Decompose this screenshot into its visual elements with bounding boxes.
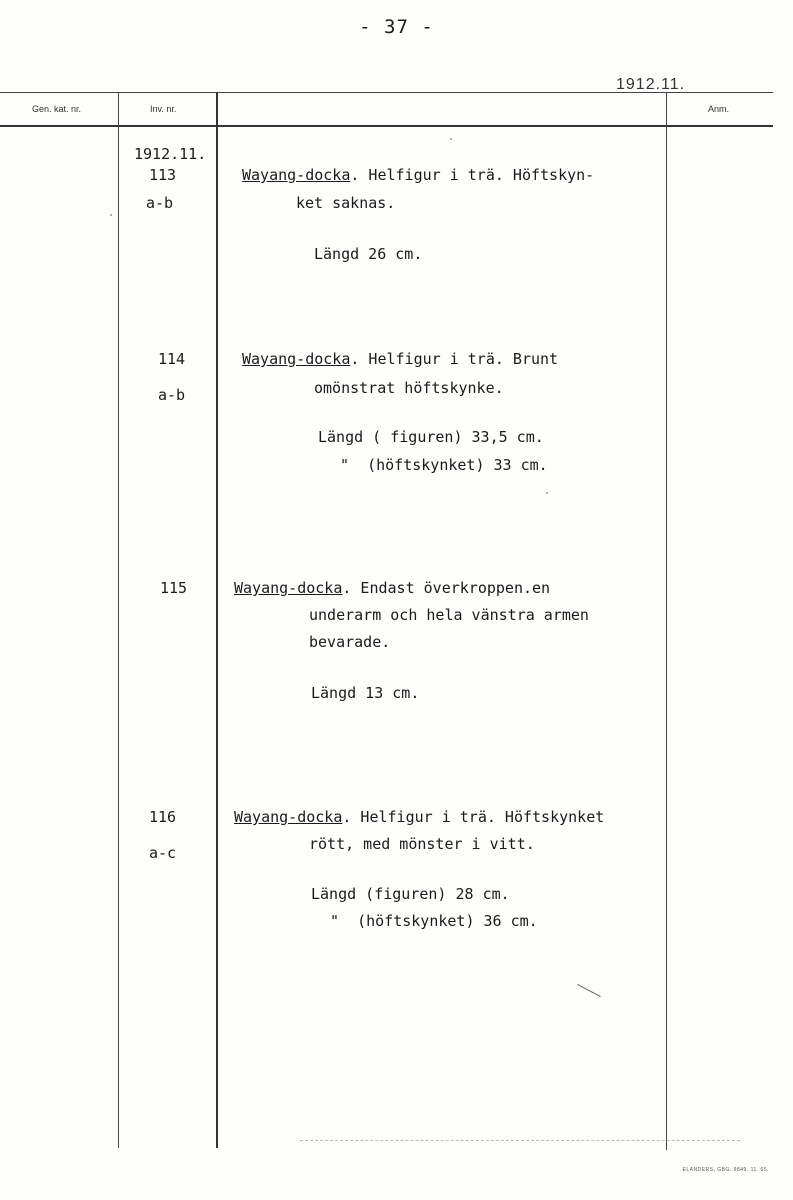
inv-subpart: a-b — [158, 386, 186, 404]
entry-length: Längd ( figuren) 33,5 cm. — [318, 428, 544, 446]
column-divider-3 — [666, 92, 667, 1150]
column-divider-1 — [118, 92, 119, 1148]
page-number: - 37 - — [359, 16, 434, 38]
entry-text: rött, med mönster i vitt. — [309, 835, 535, 853]
table-header-rule — [0, 125, 773, 127]
bottom-dashed-rule — [300, 1140, 740, 1141]
entry-title: Wayang-docka — [234, 808, 343, 826]
entry-length: " (höftskynket) 33 cm. — [340, 456, 548, 474]
table-top-rule — [0, 92, 773, 93]
entry-text: ket saknas. — [296, 194, 396, 212]
entry-text: . Endast överkroppen.en — [342, 579, 551, 597]
inv-number: 113 — [149, 166, 177, 184]
column-header-gen-kat: Gen. kat. nr. — [32, 104, 82, 114]
entry-length: Längd (figuren) 28 cm. — [311, 885, 510, 903]
entry-text: . Helfigur i trä. Höftskyn- — [350, 166, 595, 184]
entry-text: . Helfigur i trä. Brunt — [350, 350, 559, 368]
scan-speck — [110, 214, 112, 216]
entry-length: " (höftskynket) 36 cm. — [330, 912, 538, 930]
scan-scratch — [577, 984, 600, 997]
entry-text: underarm och hela vänstra armen — [309, 606, 589, 624]
column-header-anm: Anm. — [708, 104, 730, 114]
entry-length: Längd 26 cm. — [314, 245, 423, 263]
entry-text: . Helfigur i trä. Höftskynket — [342, 808, 605, 826]
inv-number: 116 — [149, 808, 177, 826]
inv-number: 115 — [160, 579, 188, 597]
entry-title: Wayang-docka — [234, 579, 343, 597]
inv-subpart: a-b — [146, 194, 174, 212]
inv-subpart: a-c — [149, 844, 177, 862]
column-header-inv: Inv. nr. — [150, 104, 177, 114]
header-reference: 1912.11. — [616, 76, 686, 93]
scan-speck — [450, 138, 452, 140]
column-divider-2 — [216, 92, 218, 1148]
entry-text: omönstrat höftskynke. — [314, 379, 504, 397]
entry-text: bevarade. — [309, 633, 391, 651]
inv-prefix: 1912.11. — [134, 145, 207, 163]
entry-title: Wayang-docka — [242, 166, 351, 184]
printer-mark: ELANDERS, GBG. 9849. 11. 65. — [682, 1167, 769, 1173]
entry-title: Wayang-docka — [242, 350, 351, 368]
inv-number: 114 — [158, 350, 186, 368]
scan-speck — [546, 492, 548, 494]
entry-length: Längd 13 cm. — [311, 684, 420, 702]
